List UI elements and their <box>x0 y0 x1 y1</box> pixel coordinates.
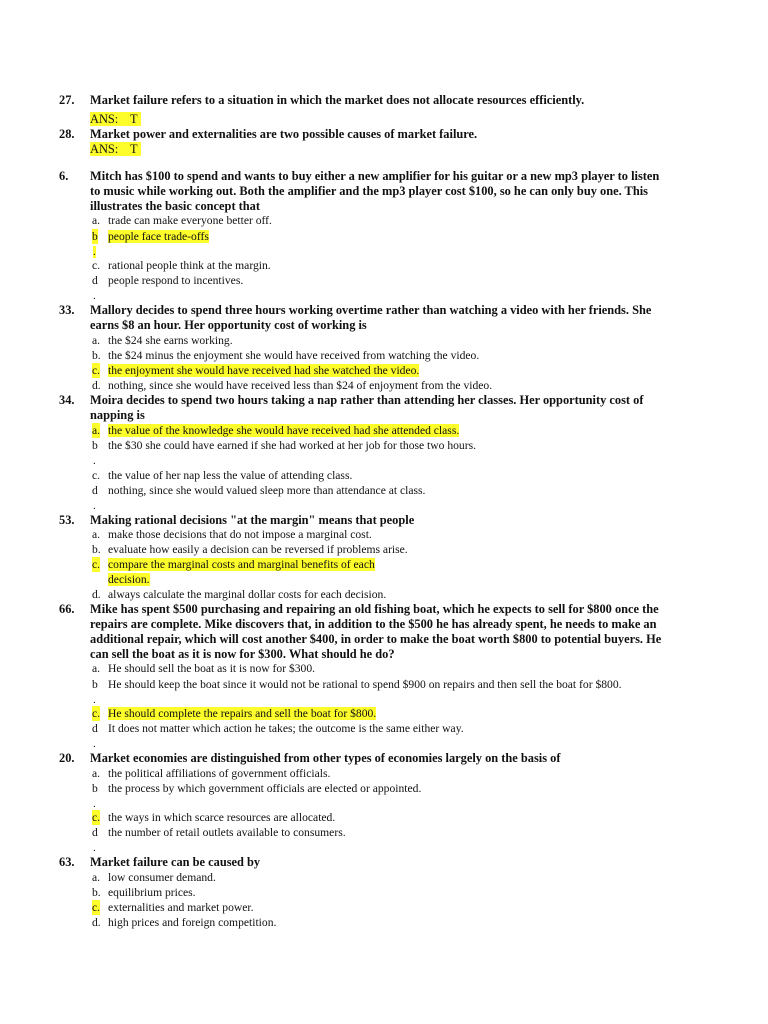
option-letter: b <box>92 678 98 691</box>
option-text: evaluate how easily a decision can be reversed if problems arise. <box>108 543 408 556</box>
option-letter: c. <box>92 707 101 720</box>
question-number: 34. <box>59 393 75 407</box>
option-letter: d <box>92 722 98 735</box>
question-text-line: Mallory decides to spend three hours working overtime rather than watching a video with her friends. She <box>90 303 652 317</box>
option-text: the $24 minus the enjoyment she would have received from watching the video. <box>108 349 480 362</box>
option-letter: b. <box>92 349 101 362</box>
question-text: Market failure refers to a situation in which the market does not allocate resources efficiently. <box>90 93 585 107</box>
stray-dot: . <box>93 842 96 854</box>
question-text-line: earns $8 an hour. Her opportunity cost of working is <box>90 318 367 332</box>
option-text: He should sell the boat as it is now for $300. <box>108 662 316 675</box>
stray-dot: . <box>93 500 96 512</box>
option-text: He should keep the boat since it would not be rational to spend $900 on repairs and then sell the boat for $800. <box>108 678 622 691</box>
question-number: 33. <box>59 303 75 317</box>
option-text: people face trade-offs <box>108 230 209 243</box>
answer-label: ANS: <box>90 142 119 156</box>
option-letter: b. <box>92 543 101 556</box>
option-text: rational people think at the margin. <box>108 259 271 272</box>
option-letter: a. <box>92 214 101 227</box>
question-text-line: Mitch has $100 to spend and wants to buy either a new amplifier for his guitar or a new mp3 player to listen <box>90 169 660 183</box>
stray-dot: . <box>93 738 96 750</box>
question-text-line: Moira decides to spend two hours taking a nap rather than attending her classes. Her opportunity cost of <box>90 393 644 407</box>
option-letter: a. <box>92 767 101 780</box>
stray-dot: . <box>93 694 96 706</box>
answer-highlight <box>90 142 141 156</box>
option-text: the value of the knowledge she would have received had she attended class. <box>108 424 460 437</box>
option-text: He should complete the repairs and sell the boat for $800. <box>108 707 377 720</box>
question-text-line: illustrates the basic concept that <box>90 199 261 213</box>
option-letter: b <box>92 439 98 452</box>
question-number: 66. <box>59 602 75 616</box>
answer-highlight <box>90 112 141 126</box>
option-text: people respond to incentives. <box>108 274 244 287</box>
option-text: compare the marginal costs and marginal benefits of each <box>108 558 375 571</box>
option-text: trade can make everyone better off. <box>108 214 272 227</box>
option-text: the $30 she could have earned if she had worked at her job for those two hours. <box>108 439 476 452</box>
answer-line <box>90 142 141 157</box>
stray-dot: . <box>93 798 96 810</box>
option-letter: a. <box>92 424 101 437</box>
option-text: the ways in which scarce resources are allocated. <box>108 811 336 824</box>
question-number: 20. <box>59 751 75 765</box>
option-text: the political affiliations of government officials. <box>108 767 331 780</box>
answer-line <box>90 112 141 127</box>
option-text: the $24 she earns working. <box>108 334 233 347</box>
option-letter: a. <box>92 871 101 884</box>
option-letter: c. <box>92 364 101 377</box>
option-text-line2: decision. <box>108 573 150 586</box>
question-number: 27. <box>59 93 75 107</box>
option-text: the value of her nap less the value of attending class. <box>108 469 353 482</box>
option-text: always calculate the marginal dollar costs for each decision. <box>108 588 387 601</box>
option-letter: d <box>92 274 98 287</box>
answer-value: T <box>130 142 138 156</box>
question-text-line: Mike has spent $500 purchasing and repairing an old fishing boat, which he expects to sell for $800 once the <box>90 602 659 616</box>
answer-label: ANS: <box>90 112 119 126</box>
option-letter: c. <box>92 901 101 914</box>
option-text: equilibrium prices. <box>108 886 196 899</box>
option-letter: b. <box>92 886 101 899</box>
option-letter: c. <box>92 811 101 824</box>
question-text-line: can sell the boat as it is now for $300. What should he do? <box>90 647 395 661</box>
option-text: externalities and market power. <box>108 901 254 914</box>
stray-dot: . <box>93 290 96 302</box>
option-letter: d. <box>92 916 101 929</box>
option-text: high prices and foreign competition. <box>108 916 277 929</box>
option-letter: a. <box>92 662 101 675</box>
question-text: Market failure can be caused by <box>90 855 261 869</box>
option-text: make those decisions that do not impose a marginal cost. <box>108 528 372 541</box>
option-letter: b <box>92 782 98 795</box>
question-text: Making rational decisions "at the margin" means that people <box>90 513 415 527</box>
option-letter: d <box>92 826 98 839</box>
option-letter: d. <box>92 379 101 392</box>
option-letter: c. <box>92 469 101 482</box>
option-letter: a. <box>92 334 101 347</box>
question-text-line: additional repair, which will cost another $400, in order to make the boat worth $800 to potential buyers. He <box>90 632 662 646</box>
option-letter: d <box>92 484 98 497</box>
question-number: 63. <box>59 855 75 869</box>
option-letter: b <box>92 230 98 243</box>
question-number: 28. <box>59 127 75 141</box>
option-text: the process by which government officials are elected or appointed. <box>108 782 422 795</box>
answer-value: T <box>130 112 138 126</box>
option-text: It does not matter which action he takes; the outcome is the same either way. <box>108 722 464 735</box>
question-number: 6. <box>59 169 69 183</box>
option-letter: a. <box>92 528 101 541</box>
option-letter: c. <box>92 259 101 272</box>
option-text: nothing, since she would have received less than $24 of enjoyment from the video. <box>108 379 493 392</box>
option-text: low consumer demand. <box>108 871 216 884</box>
stray-dot: . <box>93 246 96 258</box>
stray-dot: . <box>93 455 96 467</box>
question-text-line: repairs are complete. Mike discovers that, in addition to the $500 he has already spent, he needs to make an <box>90 617 657 631</box>
option-letter: d. <box>92 588 101 601</box>
option-letter: c. <box>92 558 101 571</box>
question-text: Market power and externalities are two possible causes of market failure. <box>90 127 478 141</box>
question-text-line: napping is <box>90 408 145 422</box>
question-text: Market economies are distinguished from other types of economies largely on the basis of <box>90 751 561 765</box>
option-text: the number of retail outlets available to consumers. <box>108 826 346 839</box>
question-text-line: to music while working out. Both the amplifier and the mp3 player cost $100, so he can only buy one. This <box>90 184 648 198</box>
option-text: nothing, since she would valued sleep more than attendance at class. <box>108 484 426 497</box>
question-number: 53. <box>59 513 75 527</box>
option-text: the enjoyment she would have received had she watched the video. <box>108 364 420 377</box>
